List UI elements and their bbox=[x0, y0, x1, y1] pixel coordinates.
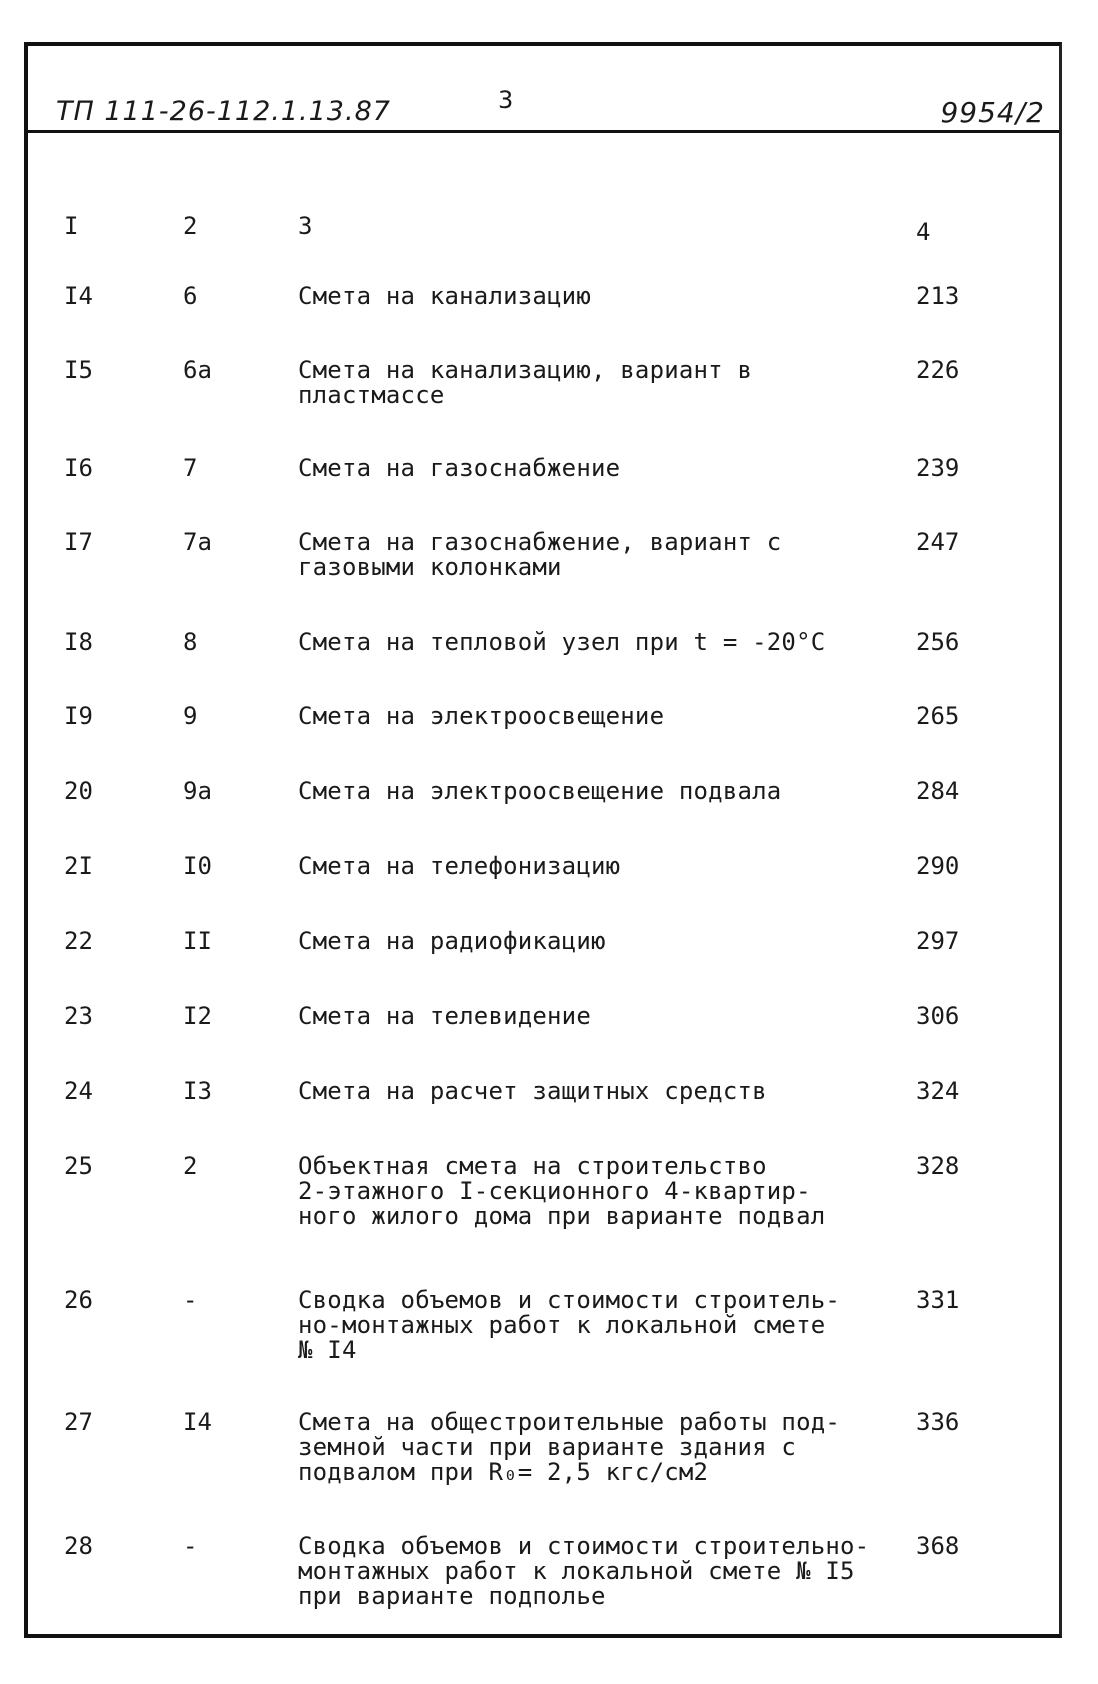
row-reference: 6 bbox=[183, 282, 198, 310]
row-page: 256 bbox=[916, 628, 960, 656]
row-page: 324 bbox=[916, 1077, 960, 1105]
row-reference: 7 bbox=[183, 454, 198, 482]
row-reference: - bbox=[183, 1286, 198, 1314]
row-number: 22 bbox=[64, 927, 93, 955]
row-title: Смета на телефонизацию bbox=[298, 852, 621, 880]
row-reference: I2 bbox=[183, 1002, 212, 1030]
row-number: I8 bbox=[64, 628, 93, 656]
row-title: Смета на газоснабжение, вариант с газовыми колонками bbox=[298, 528, 782, 581]
row-number: 2I bbox=[64, 852, 93, 880]
row-number: 28 bbox=[64, 1532, 93, 1560]
row-number: 20 bbox=[64, 777, 93, 805]
row-reference: I0 bbox=[183, 852, 212, 880]
row-page: 328 bbox=[916, 1152, 960, 1180]
row-reference: 6а bbox=[183, 356, 212, 384]
row-reference: I3 bbox=[183, 1077, 212, 1105]
row-number: I7 bbox=[64, 528, 93, 556]
column-header-3: 3 bbox=[298, 212, 313, 240]
row-page: 290 bbox=[916, 852, 960, 880]
row-page: 213 bbox=[916, 282, 960, 310]
document-code: ТП 111-26-112.1.13.87 bbox=[56, 96, 391, 127]
row-title: Смета на газоснабжение bbox=[298, 454, 621, 482]
row-title: Смета на радиофикацию bbox=[298, 927, 606, 955]
row-reference: 7а bbox=[183, 528, 212, 556]
row-page: 247 bbox=[916, 528, 960, 556]
row-page: 297 bbox=[916, 927, 960, 955]
row-title: Сводка объемов и стоимости строительно- монтажных работ к локальной смете № I5 при варианте подполье bbox=[298, 1532, 870, 1610]
row-reference: 9а bbox=[183, 777, 212, 805]
page-number: 3 bbox=[498, 86, 515, 114]
row-reference: 8 bbox=[183, 628, 198, 656]
row-number: 23 bbox=[64, 1002, 93, 1030]
row-number: I9 bbox=[64, 702, 93, 730]
row-number: 24 bbox=[64, 1077, 93, 1105]
row-number: 27 bbox=[64, 1408, 93, 1436]
row-page: 331 bbox=[916, 1286, 960, 1314]
row-title: Смета на электроосвещение bbox=[298, 702, 665, 730]
row-title: Сводка объемов и стоимости строитель- но-монтажных работ к локальной смете № I4 bbox=[298, 1286, 841, 1364]
row-reference: I4 bbox=[183, 1408, 212, 1436]
row-title: Смета на тепловой узел при t = -20°С bbox=[298, 628, 826, 656]
row-page: 226 bbox=[916, 356, 960, 384]
row-reference: II bbox=[183, 927, 212, 955]
row-title: Объектная смета на строительство 2-этажного I-секционного 4-квартир- ного жилого дома при варианте подвал bbox=[298, 1152, 826, 1230]
row-page: 284 bbox=[916, 777, 960, 805]
header-divider bbox=[28, 130, 1059, 133]
row-title: Смета на канализацию, вариант в пластмассе bbox=[298, 356, 753, 409]
row-title: Смета на телевидение bbox=[298, 1002, 591, 1030]
row-reference: - bbox=[183, 1532, 198, 1560]
row-title: Смета на канализацию bbox=[298, 282, 591, 310]
column-header-4: 4 bbox=[916, 218, 931, 246]
column-header-1: I bbox=[64, 212, 79, 240]
row-page: 239 bbox=[916, 454, 960, 482]
row-number: I5 bbox=[64, 356, 93, 384]
row-number: 26 bbox=[64, 1286, 93, 1314]
row-title: Смета на электроосвещение подвала bbox=[298, 777, 782, 805]
row-number: 25 bbox=[64, 1152, 93, 1180]
column-header-2: 2 bbox=[183, 212, 198, 240]
row-page: 265 bbox=[916, 702, 960, 730]
row-page: 306 bbox=[916, 1002, 960, 1030]
row-reference: 9 bbox=[183, 702, 198, 730]
document-number: 9954/2 bbox=[940, 96, 1045, 129]
row-title: Смета на расчет защитных средств bbox=[298, 1077, 767, 1105]
row-number: I6 bbox=[64, 454, 93, 482]
row-reference: 2 bbox=[183, 1152, 198, 1180]
row-page: 336 bbox=[916, 1408, 960, 1436]
row-title: Смета на общестроительные работы под- земной части при варианте здания с подвалом при R₀= 2,5 кгс/см2 bbox=[298, 1408, 841, 1486]
document-sheet bbox=[24, 42, 1062, 1638]
row-page: 368 bbox=[916, 1532, 960, 1560]
row-number: I4 bbox=[64, 282, 93, 310]
